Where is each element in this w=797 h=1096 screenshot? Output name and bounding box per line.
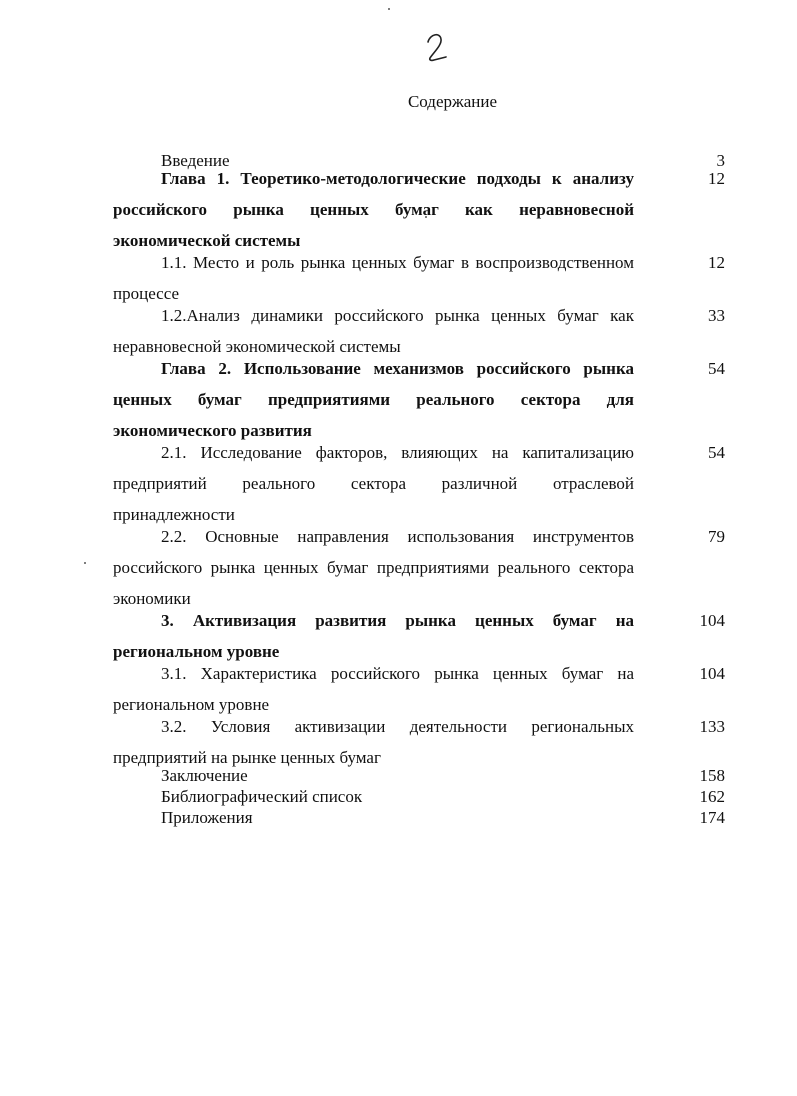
toc-entry-text: Заключение (161, 766, 248, 785)
toc-entry-page: 3 (716, 151, 725, 170)
toc-entry-page: 104 (699, 664, 725, 683)
toc-entry-text: 2.2. Основные направления использования инструментов российского рынка ценных бумаг предприятиями реального сектора экономики (113, 527, 634, 608)
table-of-contents (113, 150, 725, 828)
toc-entry-text: 3.2. Условия активизации деятельности региональных предприятий на рынке ценных бумаг (113, 717, 634, 767)
page-title: Содержание (407, 92, 498, 111)
toc-entry-page: 54 (708, 443, 725, 462)
toc-entry-text: 2.1. Исследование факторов, влияющих на капитализацию предприятий реального сектора различной отраслевой принадлежности (113, 443, 634, 524)
toc-entry-page: 54 (708, 359, 725, 378)
toc-entry-page: 174 (699, 808, 725, 827)
toc-entry-text: 3. Активизация развития рынка ценных бумаг на региональном уровне (113, 611, 634, 661)
toc-entry-page: 158 (699, 766, 725, 785)
toc-entry-page: 133 (699, 717, 725, 736)
toc-entry-page: 79 (708, 527, 725, 546)
scan-speck (84, 562, 86, 564)
toc-entry-text: Введение (161, 151, 230, 170)
toc-entry-page: 162 (699, 787, 725, 806)
toc-entry-chapter-2 (113, 353, 725, 446)
handwritten-page-number (418, 28, 458, 68)
toc-entry-chapter-1 (113, 163, 725, 256)
toc-entry-page: 33 (708, 306, 725, 325)
toc-entry-conclusion (113, 765, 725, 786)
scan-speck (388, 8, 390, 10)
toc-entry-text: 3.1. Характеристика российского рынка ценных бумаг на региональном уровне (113, 664, 634, 714)
toc-entry-text: Приложения (161, 808, 253, 827)
toc-entry-text: 1.1. Место и роль рынка ценных бумаг в воспроизводственном процессе (113, 253, 634, 303)
toc-entry-page: 12 (708, 253, 725, 272)
toc-entry-text: Глава 1. Теоретико-методологические подходы к анализу российского рынка ценных бумаг как неравновесной экономической системы (113, 169, 634, 250)
toc-entry-bibliography (113, 786, 725, 807)
toc-entry-text: 1.2.Анализ динамики российского рынка ценных бумаг как неравновесной экономической системы (113, 306, 634, 356)
toc-entry-appendices (113, 807, 725, 828)
toc-entry-section-3-2 (113, 711, 725, 773)
toc-entry-text: Библиографический список (161, 787, 363, 806)
toc-entry-section-2-2 (113, 521, 725, 614)
toc-entry-section-2-1 (113, 437, 725, 530)
toc-entry-page: 12 (708, 169, 725, 188)
toc-entry-text: Глава 2. Использование механизмов российского рынка ценных бумаг предприятиями реального сектора для экономического развития (113, 359, 634, 440)
toc-entry-page: 104 (699, 611, 725, 630)
